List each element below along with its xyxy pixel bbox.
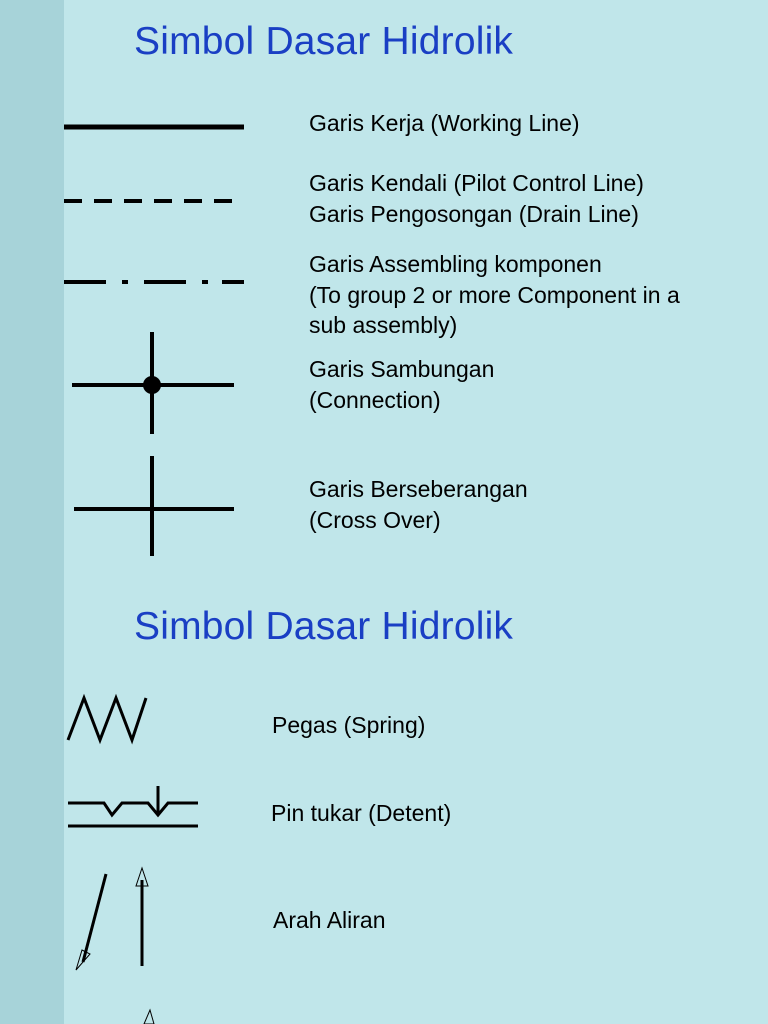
connection-text-2: (Connection) <box>309 386 441 413</box>
connection-icon <box>70 330 236 436</box>
assembly-line-text-3: sub assembly) <box>309 312 458 338</box>
dash-dot-line-icon <box>62 274 246 290</box>
cross-over-text-1: Garis Berseberangan <box>309 476 528 502</box>
connection-label <box>309 354 494 415</box>
detent-icon <box>64 782 200 832</box>
section2-title: Simbol Dasar Hidrolik <box>134 605 514 648</box>
cross-over-label <box>309 474 528 535</box>
flow-direction-label <box>273 905 386 936</box>
detent-text: Pin tukar (Detent) <box>271 800 452 826</box>
working-line-icon <box>62 118 246 138</box>
detent-label <box>271 798 451 829</box>
assembly-line-text-1: Garis Assembling komponen <box>309 251 602 277</box>
connection-text-1: Garis Sambungan <box>309 356 495 382</box>
spring-label <box>272 710 425 741</box>
assembly-line-text-2: (To group 2 or more Component in a <box>309 281 680 308</box>
pilot-drain-line-label <box>309 168 644 229</box>
pilot-control-line-text: Garis Kendali (Pilot Control Line) <box>309 170 644 196</box>
flow-direction-text: Arah Aliran <box>273 907 386 933</box>
left-margin-strip <box>0 0 64 1024</box>
working-line-label <box>309 108 580 139</box>
dashed-line-icon <box>62 193 246 209</box>
spring-text: Pegas (Spring) <box>272 712 426 738</box>
working-line-text: Garis Kerja (Working Line) <box>309 110 580 136</box>
section1-title: Simbol Dasar Hidrolik <box>134 20 514 63</box>
assembly-line-label <box>309 249 680 341</box>
spring-icon <box>64 694 148 744</box>
partial-arrow-icon <box>130 1008 170 1024</box>
cross-over-text-2: (Cross Over) <box>309 506 441 533</box>
drain-line-text: Garis Pengosongan (Drain Line) <box>309 200 639 227</box>
flow-direction-icon <box>74 866 158 974</box>
cross-over-icon <box>72 454 236 558</box>
